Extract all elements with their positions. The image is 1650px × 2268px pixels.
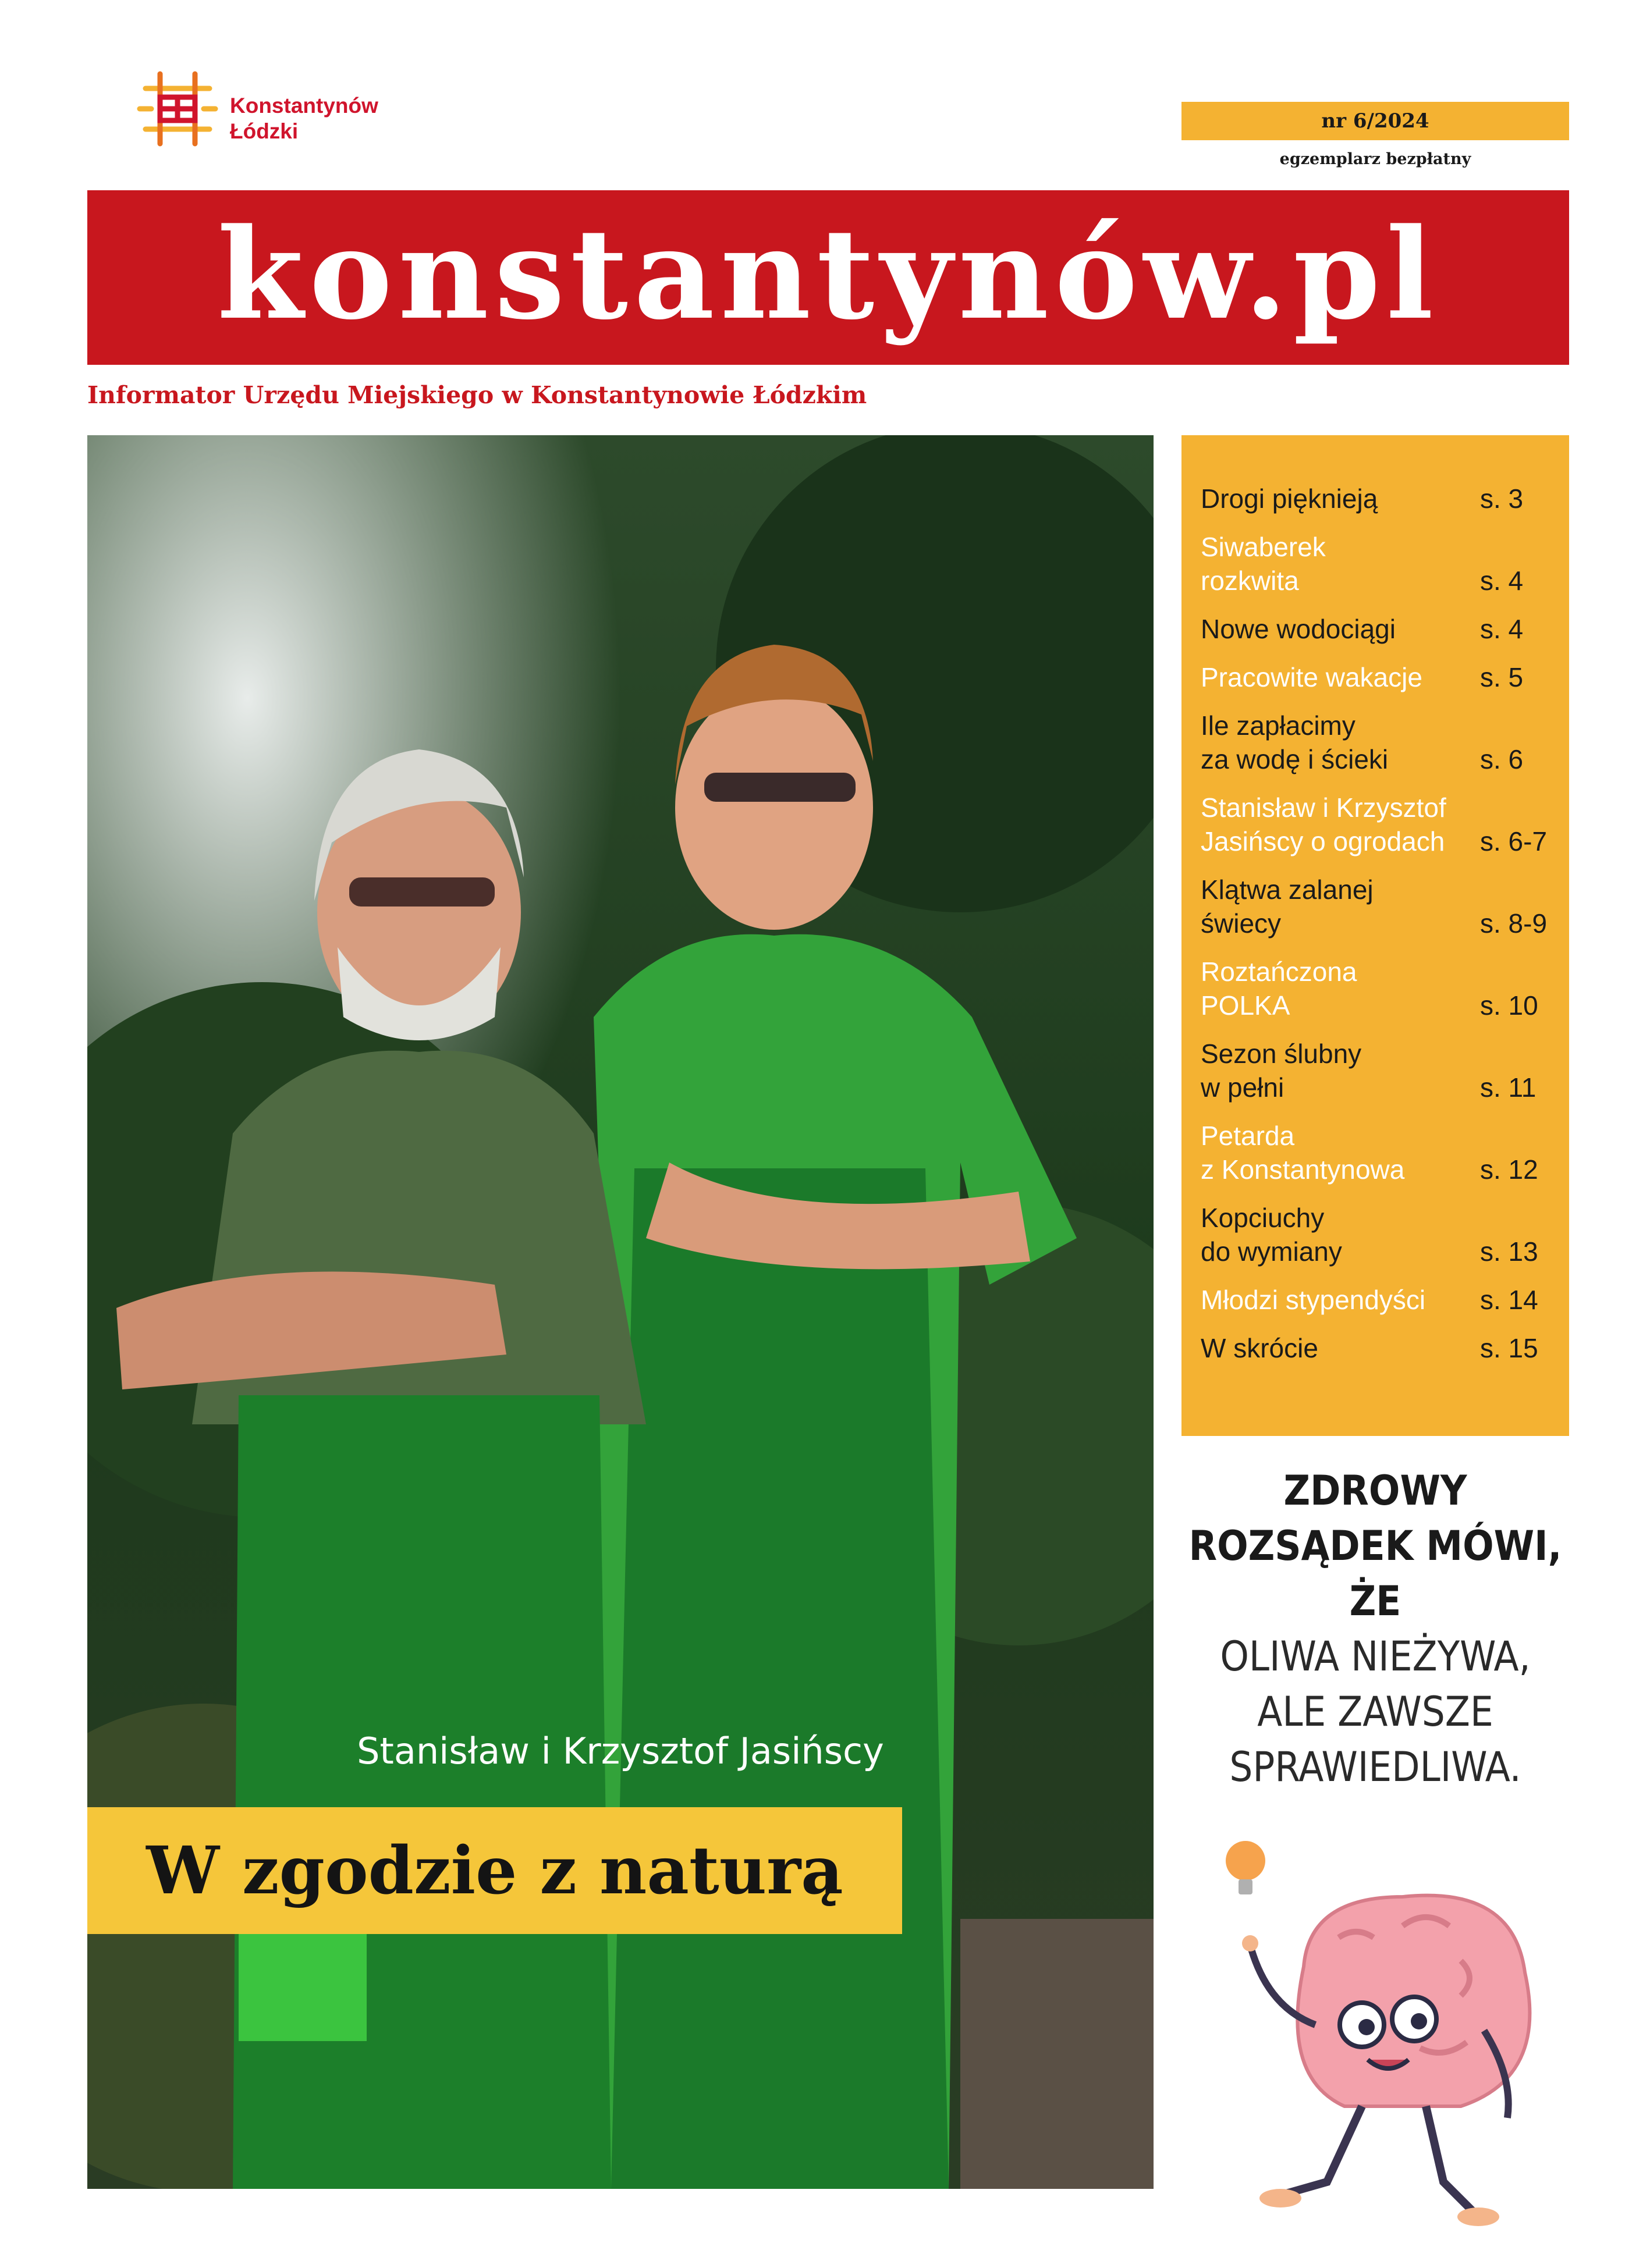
masthead-title: konstantynów.pl bbox=[217, 201, 1439, 347]
toc-item-title bbox=[1201, 1037, 1460, 1104]
free-copy-note: egzemplarz bezpłatny bbox=[1279, 150, 1471, 168]
logo-line-2: Łódzki bbox=[230, 119, 299, 143]
toc-item-page: s. 12 bbox=[1480, 1154, 1538, 1185]
quote-bold-line-1: ZDROWY bbox=[1283, 1467, 1467, 1515]
toc-item-title bbox=[1201, 791, 1460, 858]
toc-item-page: s. 6 bbox=[1480, 744, 1524, 774]
toc-item-title bbox=[1201, 1283, 1460, 1317]
toc-item-page: s. 4 bbox=[1480, 614, 1524, 644]
toc-item-title-line: Siwaberek bbox=[1201, 532, 1326, 562]
brain-character-icon bbox=[1211, 1833, 1583, 2240]
toc-item-title-line: Roztańczona bbox=[1201, 957, 1357, 987]
toc-item-title-line: Stanisław i Krzysztof bbox=[1201, 792, 1446, 823]
city-logo-text bbox=[230, 93, 378, 144]
toc-item-title-line: Nowe wodociągi bbox=[1201, 614, 1396, 644]
quote-light-line-3: SPRAWIEDLIWA. bbox=[1229, 1743, 1521, 1791]
toc-item-title-line: Pracowite wakacje bbox=[1201, 662, 1422, 692]
cover-headline: W zgodzie z naturą bbox=[146, 1832, 843, 1909]
toc-item-title bbox=[1201, 1331, 1460, 1365]
toc-item-title-line: świecy bbox=[1201, 908, 1282, 939]
toc-item-page: s. 3 bbox=[1480, 484, 1524, 514]
city-logo bbox=[128, 65, 227, 152]
toc-item-title-line: Jasińscy o ogrodach bbox=[1201, 826, 1445, 856]
toc-item-page: s. 4 bbox=[1480, 566, 1524, 596]
quote-bold-line-2: ROZSĄDEK MÓWI, ŻE bbox=[1188, 1522, 1562, 1625]
toc-item-title-line: za wodę i ścieki bbox=[1201, 744, 1389, 774]
brain-mascot bbox=[1211, 1833, 1583, 2240]
toc-item-title-line: Kopciuchy bbox=[1201, 1203, 1325, 1233]
toc-item-page: s. 5 bbox=[1480, 662, 1524, 692]
toc-item-page: s. 10 bbox=[1480, 990, 1538, 1021]
quote-light-line-2: ALE ZAWSZE bbox=[1257, 1688, 1493, 1736]
toc-item-title-line: Drogi pięknieją bbox=[1201, 484, 1378, 514]
toc-item-title-line: w pełni bbox=[1201, 1072, 1284, 1103]
toc-item-title-line: Sezon ślubny bbox=[1201, 1039, 1362, 1069]
toc-item-title bbox=[1201, 660, 1460, 694]
toc-item-title bbox=[1201, 873, 1460, 940]
table-of-contents bbox=[1181, 435, 1569, 1436]
toc-item-page: s. 6-7 bbox=[1480, 826, 1548, 856]
masthead-subtitle: Informator Urzędu Miejskiego w Konstantynowie Łódzkim bbox=[87, 381, 867, 409]
toc-item-page: s. 11 bbox=[1480, 1072, 1537, 1103]
toc-item-title-line: Młodzi stypendyści bbox=[1201, 1285, 1426, 1315]
toc-item-title bbox=[1201, 1119, 1460, 1186]
masthead-banner bbox=[87, 190, 1569, 365]
toc-item-title bbox=[1201, 482, 1460, 516]
toc-item-title-line: W skrócie bbox=[1201, 1333, 1318, 1363]
toc-item-page: s. 13 bbox=[1480, 1236, 1538, 1267]
toc-item-title bbox=[1201, 530, 1460, 598]
city-emblem-icon bbox=[128, 65, 227, 152]
toc-item-title-line: Ile zapłacimy bbox=[1201, 710, 1356, 741]
toc-item-title-line: Klątwa zalanej bbox=[1201, 875, 1374, 905]
toc-item-title-line: z Konstantynowa bbox=[1201, 1154, 1405, 1185]
issue-number-badge bbox=[1181, 102, 1569, 140]
toc-item-title-line: Petarda bbox=[1201, 1121, 1295, 1151]
quote-light-line-1: OLIWA NIEŻYWA, bbox=[1220, 1633, 1531, 1680]
quote-block bbox=[1181, 1463, 1569, 1795]
toc-item-title-line: POLKA bbox=[1201, 990, 1290, 1021]
toc-item-title-line: rozkwita bbox=[1201, 566, 1299, 596]
toc-item-title bbox=[1201, 612, 1460, 646]
issue-number: nr 6/2024 bbox=[1321, 109, 1429, 133]
toc-item-title bbox=[1201, 1201, 1460, 1268]
toc-item-title bbox=[1201, 955, 1460, 1022]
toc-item-page: s. 8-9 bbox=[1480, 908, 1548, 939]
toc-item-title-line: do wymiany bbox=[1201, 1236, 1342, 1267]
cover-photo bbox=[87, 435, 1154, 2189]
cover-photo-caption: Stanisław i Krzysztof Jasińscy bbox=[357, 1730, 884, 1772]
toc-item-page: s. 14 bbox=[1480, 1285, 1538, 1315]
toc-item-page: s. 15 bbox=[1480, 1333, 1538, 1363]
toc-item-title bbox=[1201, 709, 1460, 776]
logo-line-1: Konstantynów bbox=[230, 94, 378, 118]
